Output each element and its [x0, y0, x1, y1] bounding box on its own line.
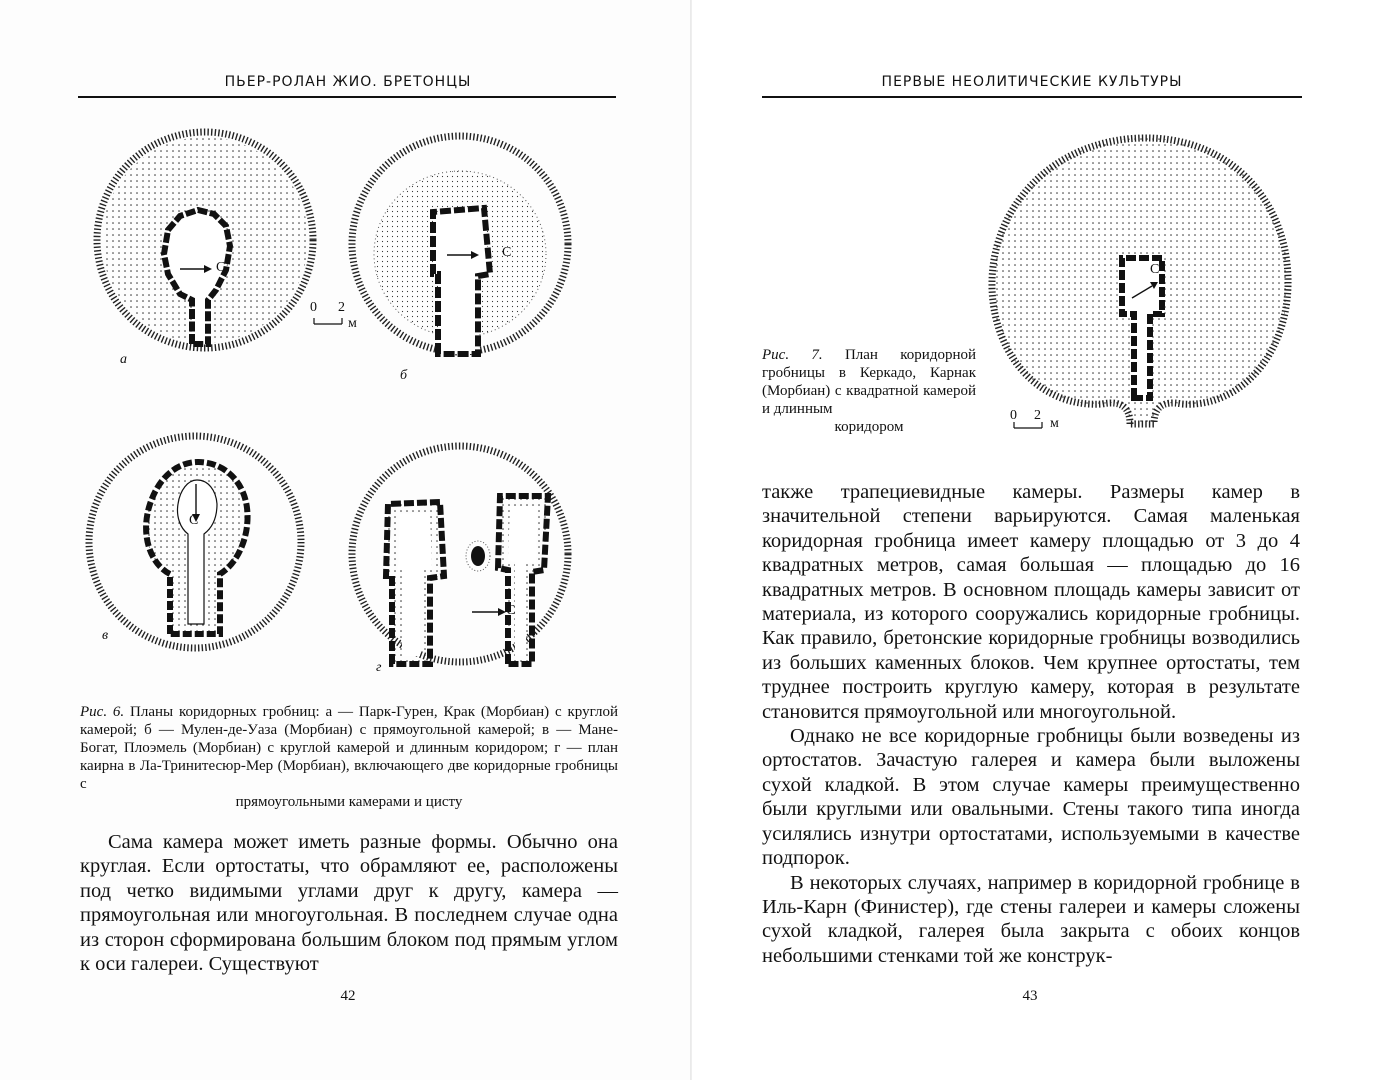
scale-zero: 0: [310, 300, 317, 315]
header-rule: [762, 96, 1302, 98]
scale-bar-6: [314, 318, 342, 324]
label-v: в: [102, 628, 109, 643]
figure-7-drawing: [982, 118, 1302, 438]
tomb-plan-v: [89, 436, 301, 648]
paragraph: также трапециевидные камеры. Размеры камер в значительной степени варьируются. Самая маленькая коридорная гробница имеет камеру площадью от 3 до 4 квадратных метров, самая большая — площадью до 16 квадратных метров. В основном площадь камеры зависит от материала, из которого сооружались коридорные гробницы. Как правило, бретонские коридорные гробницы возводились из больших каменных блоков. Чем крупнее ортостаты, тем труднее построить круглую камеру, которая в результате становится прямоугольной или многоугольной.: [762, 481, 1300, 723]
header-rule: [78, 96, 616, 98]
chamber-label-b: С: [502, 245, 512, 260]
body-text-right: [762, 480, 1300, 968]
scale-unit: м: [348, 316, 357, 331]
figure-6-caption: [80, 703, 618, 811]
scale-two: 2: [1034, 408, 1041, 423]
scale-unit: м: [1050, 416, 1059, 431]
caption-lead: Рис. 6.: [80, 704, 125, 720]
label-a: а: [120, 352, 127, 367]
scale-zero: 0: [1010, 408, 1017, 423]
page-number-left: 42: [340, 988, 356, 1004]
tomb-plan-b: [352, 136, 568, 354]
running-head: ПЕРВЫЕ НЕОЛИТИЧЕСКИЕ КУЛЬТУРЫ: [881, 74, 1183, 90]
figure-6-drawing: [80, 124, 620, 684]
chamber-label-v: С: [189, 513, 199, 528]
label-g: г: [376, 660, 382, 675]
figure-6: [80, 124, 620, 684]
caption-text: План коридорной гробницы в Керкадо, Карнак (Морбиан) с квадратной камерой и длинным: [762, 347, 977, 417]
paragraph: Сама камера может иметь разные формы. Обычно она круглая. Если ортостаты, что обрамляют ее, расположены под четко видимыми углами друг к другу, камера — прямоугольная или многоугольная. В последнем случае одна из сторон сформирована большим блоком под прямым углом к оси галереи. Существуют: [80, 831, 618, 976]
caption-text: Планы коридорных гробниц: а — Парк-Гурен, Крак (Морбиан) с круглой камерой; б — Мулен-де-Уаза (Морбиан) с прямоугольной камерой; в — Мане-Богат, Плоэмель (Морбиан) с круглой камерой и длинным коридором; г — план каирна в Ла-Тринитесюр-Мер (Морбиан), включающего две коридорные гробницы с: [80, 704, 619, 792]
chamber-label: С: [1150, 262, 1160, 277]
tomb-plan-a: [97, 132, 313, 348]
paragraph: Однако не все коридорные гробницы были возведены из ортостатов. Зачастую галерея и камера были выложены сухой кладкой. В этом случае камеры преимущественно были круглыми или овальными. Стены такого типа иногда усилялись изнутри ортостатами, используемыми в качестве подпорок.: [762, 725, 1300, 870]
tomb-plan-g: [352, 446, 568, 664]
scale-two: 2: [338, 300, 345, 315]
label-b: б: [400, 368, 408, 383]
caption-last-line: прямоугольными камерами и цисту: [235, 794, 463, 810]
caption-last-line: коридором: [834, 419, 904, 435]
figure-7: [982, 118, 1302, 438]
chamber-label-g: С: [506, 603, 516, 618]
running-head: ПЬЕР-РОЛАН ЖИО. БРЕТОНЦЫ: [224, 74, 472, 90]
body-text-left: [80, 830, 618, 976]
page-number-right: 43: [1022, 988, 1038, 1004]
paragraph: В некоторых случаях, например в коридорной гробнице в Иль-Карн (Финистер), где стены галереи и камеры сложены сухой кладкой, галерея была закрыта с обоих концов небольшими стенками той же конструк-: [762, 871, 1300, 967]
chamber-label-a: С: [216, 260, 226, 275]
caption-lead: Рис. 7.: [762, 347, 823, 363]
figure-7-caption: [762, 346, 976, 436]
right-page: [692, 0, 1384, 1080]
